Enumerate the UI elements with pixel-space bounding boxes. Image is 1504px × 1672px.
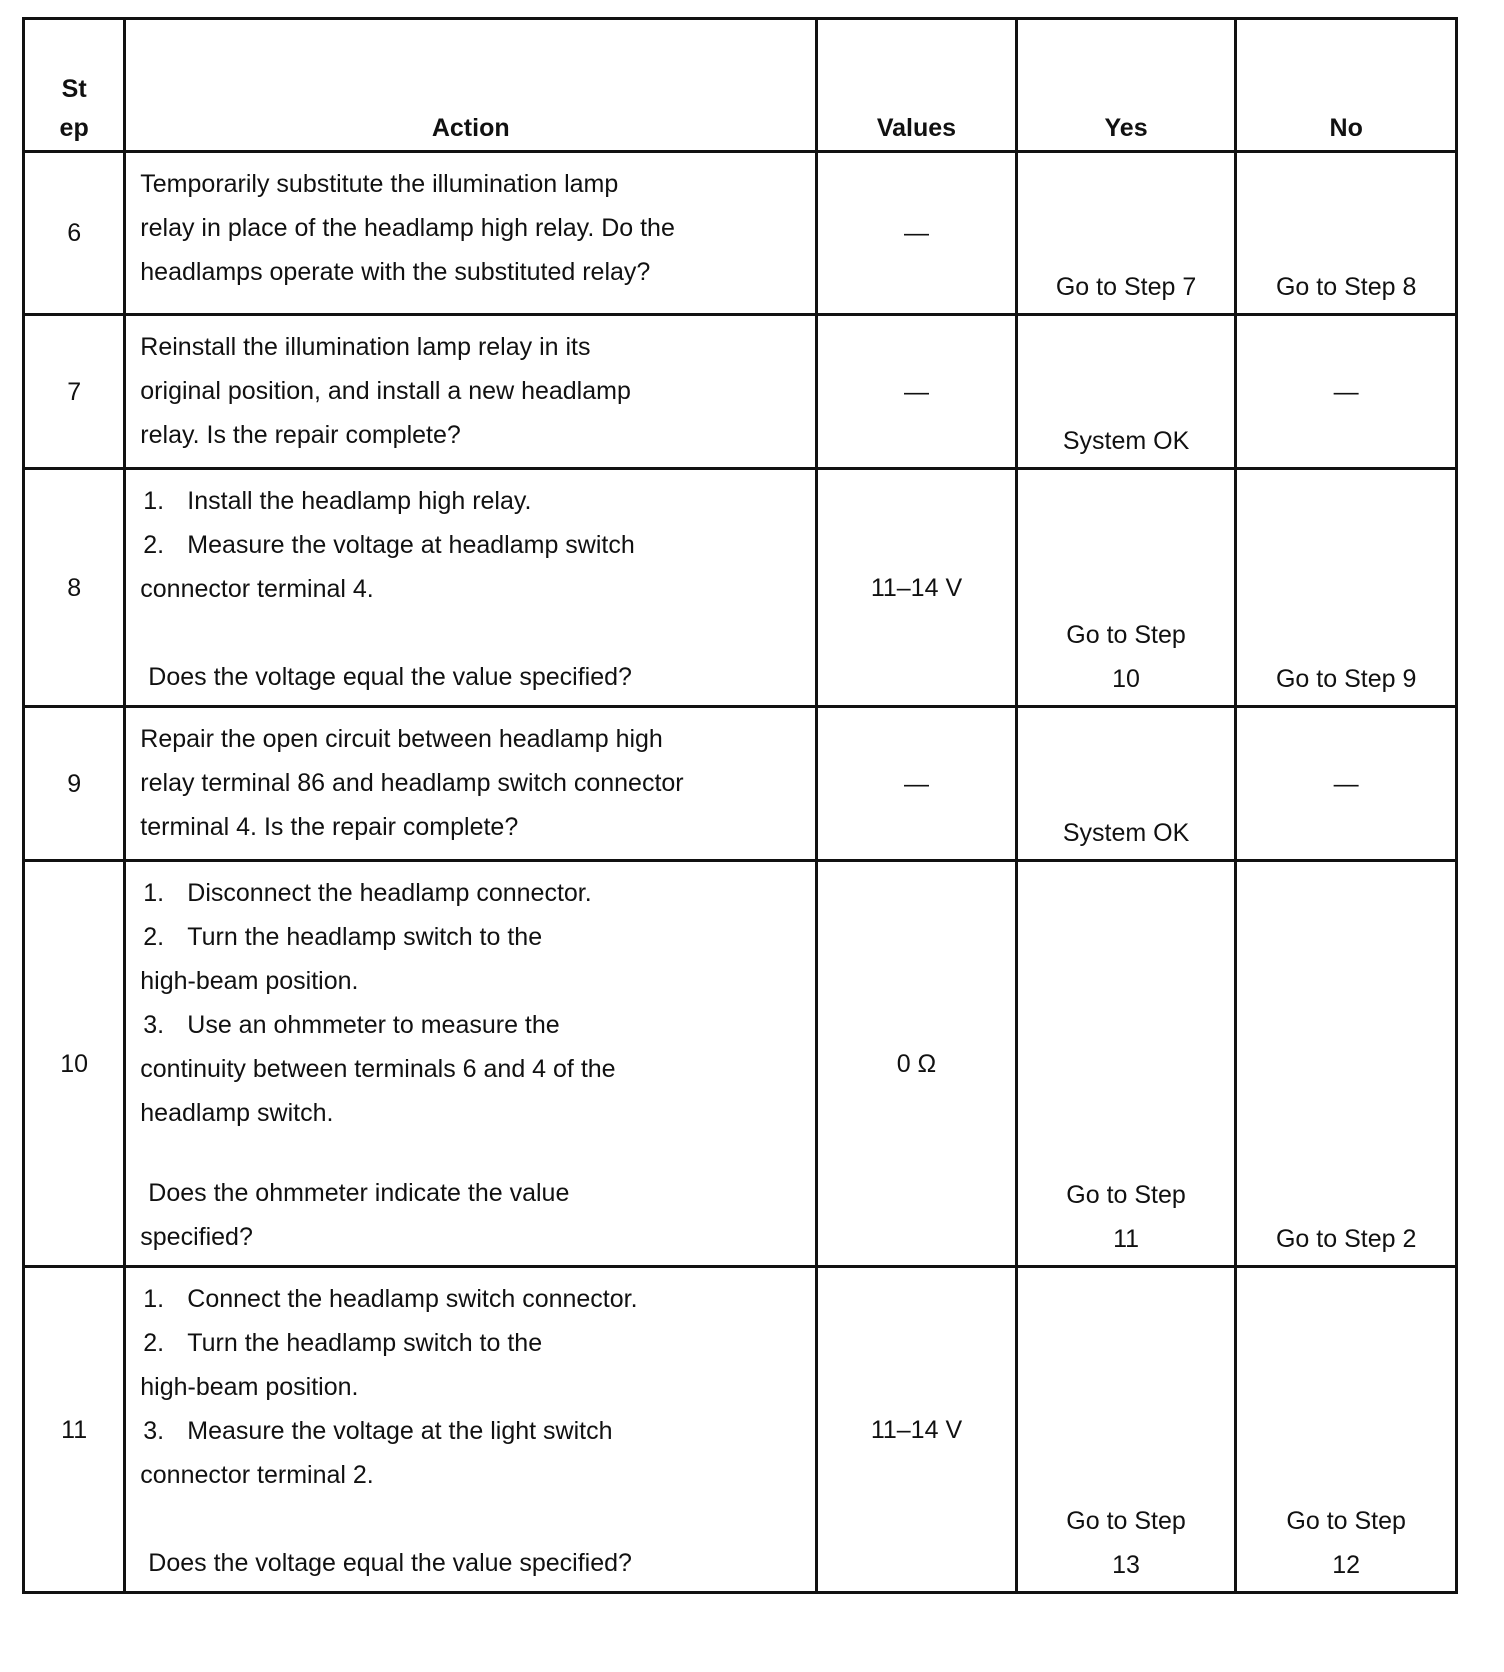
action-item: 1. Disconnect the headlamp connector.: [143, 879, 592, 907]
value-cell: 11–14 V: [817, 1267, 1017, 1593]
action-question: Does the voltage equal the value specified?: [148, 663, 632, 691]
table-row: [24, 315, 1457, 469]
action-cell: [125, 861, 817, 1267]
no-text: 12: [1332, 1551, 1361, 1579]
action-line: Reinstall the illumination lamp relay in its: [140, 333, 591, 361]
table-row: [24, 1267, 1457, 1593]
table-row: [24, 152, 1457, 315]
header-values: Values: [817, 19, 1017, 152]
step-number: 10: [24, 861, 125, 1267]
no-cell: [1236, 469, 1457, 707]
step-number: 11: [24, 1267, 125, 1593]
yes-text: System OK: [1062, 819, 1190, 847]
action-line: headlamps operate with the substituted relay?: [140, 258, 651, 286]
header-step-line2: ep: [59, 114, 89, 142]
action-cell: [125, 315, 817, 469]
action-line: connector terminal 4.: [140, 575, 374, 603]
action-question: Does the voltage equal the value specified?: [148, 1549, 632, 1577]
value-cell: —: [817, 315, 1017, 469]
value-cell: 11–14 V: [817, 469, 1017, 707]
action-item: 1. Connect the headlamp switch connector.: [143, 1285, 638, 1313]
no-text: Go to Step 8: [1275, 273, 1417, 301]
header-step: [24, 19, 125, 152]
action-cell: [125, 1267, 817, 1593]
yes-cell: [1016, 1267, 1236, 1593]
value-cell: 0 Ω: [817, 861, 1017, 1267]
no-text: Go to Step 9: [1275, 665, 1417, 693]
step-number: 7: [24, 315, 125, 469]
action-question: specified?: [140, 1223, 253, 1251]
no-cell: [1236, 861, 1457, 1267]
action-line: relay terminal 86 and headlamp switch connector: [140, 769, 684, 797]
yes-text: Go to Step: [1066, 1507, 1186, 1535]
yes-text: Go to Step: [1066, 621, 1186, 649]
yes-text: 10: [1112, 665, 1140, 693]
yes-cell: [1016, 469, 1236, 707]
yes-text: Go to Step: [1066, 1181, 1186, 1209]
step-number: 8: [24, 469, 125, 707]
action-line: high-beam position.: [140, 967, 359, 995]
action-line: terminal 4. Is the repair complete?: [140, 813, 519, 841]
action-line: Repair the open circuit between headlamp high: [140, 725, 663, 753]
yes-text: Go to Step 7: [1055, 273, 1197, 301]
action-item: 2. Turn the headlamp switch to the: [143, 923, 543, 951]
table-row: [24, 861, 1457, 1267]
action-item: 2. Turn the headlamp switch to the: [143, 1329, 543, 1357]
action-item: 2. Measure the voltage at headlamp switch: [143, 531, 635, 559]
yes-cell: [1016, 152, 1236, 315]
step-number: 6: [24, 152, 125, 315]
action-line: connector terminal 2.: [140, 1461, 374, 1489]
header-action: Action: [125, 19, 817, 152]
action-line: high-beam position.: [140, 1373, 359, 1401]
no-cell: [1236, 152, 1457, 315]
action-line: continuity between terminals 6 and 4 of the: [140, 1055, 616, 1083]
action-cell: [125, 152, 817, 315]
action-line: original position, and install a new headlamp: [140, 377, 631, 405]
action-item: 3. Measure the voltage at the light switch: [143, 1417, 613, 1445]
header-step-line1: St: [61, 75, 87, 103]
yes-text: 11: [1113, 1225, 1140, 1253]
yes-text: 13: [1112, 1551, 1140, 1579]
yes-cell: [1016, 707, 1236, 861]
action-line: relay. Is the repair complete?: [140, 421, 461, 449]
action-line: Temporarily substitute the illumination lamp: [140, 170, 619, 198]
action-line: headlamp switch.: [140, 1099, 334, 1127]
action-item: 3. Use an ohmmeter to measure the: [143, 1011, 560, 1039]
action-cell: [125, 707, 817, 861]
yes-cell: [1016, 315, 1236, 469]
action-cell: [125, 469, 817, 707]
header-no: No: [1236, 19, 1457, 152]
diagnostic-table: [22, 17, 1458, 1594]
header-yes: Yes: [1016, 19, 1236, 152]
yes-text: System OK: [1062, 427, 1190, 455]
no-text: Go to Step: [1286, 1507, 1406, 1535]
table-row: [24, 707, 1457, 861]
action-question: Does the ohmmeter indicate the value: [148, 1179, 570, 1207]
header-row: [24, 19, 1457, 152]
value-cell: —: [817, 707, 1017, 861]
value-cell: —: [817, 152, 1017, 315]
action-line: relay in place of the headlamp high relay. Do the: [140, 214, 675, 242]
no-cell: —: [1236, 707, 1457, 861]
no-cell: [1236, 1267, 1457, 1593]
yes-cell: [1016, 861, 1236, 1267]
action-item: 1. Install the headlamp high relay.: [143, 487, 532, 515]
table-row: [24, 469, 1457, 707]
no-cell: —: [1236, 315, 1457, 469]
step-number: 9: [24, 707, 125, 861]
no-text: Go to Step 2: [1275, 1225, 1417, 1253]
